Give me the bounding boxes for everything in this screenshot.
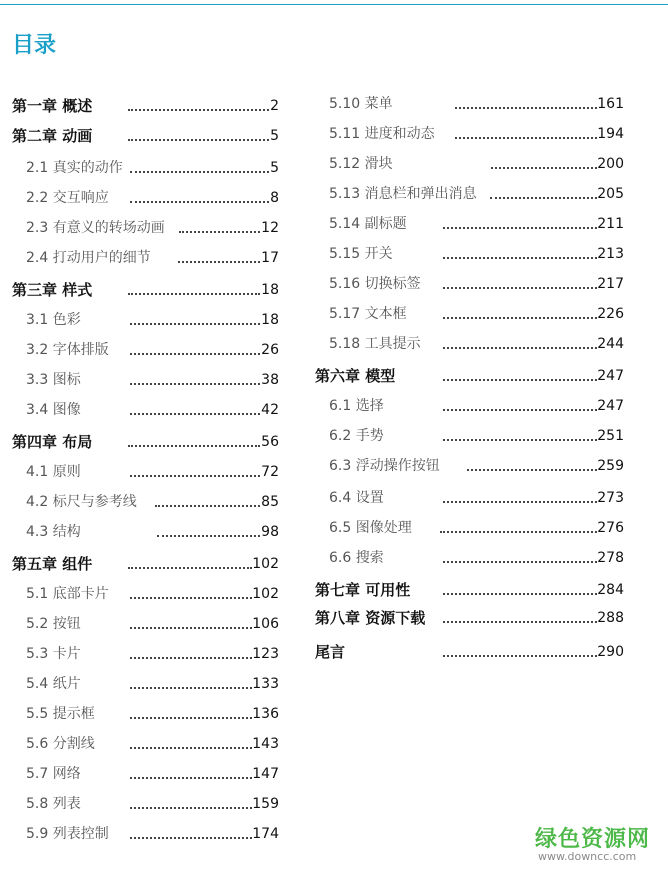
toc-section-entry[interactable]: [315, 516, 624, 540]
toc-section-entry[interactable]: [315, 242, 624, 266]
toc-chapter-entry[interactable]: [315, 578, 624, 602]
toc-page-number: 5: [270, 128, 279, 144]
toc-page-number: 56: [261, 434, 279, 450]
toc-page-number: 17: [261, 250, 279, 266]
toc-chapter-entry[interactable]: [12, 94, 279, 118]
toc-entry-title: 第五章 组件: [12, 555, 93, 573]
page-title: 目录: [12, 33, 57, 58]
toc-section-entry[interactable]: [12, 156, 279, 180]
toc-entry-title: 5.12 滑块: [329, 156, 393, 172]
toc-dot-leader: [130, 597, 252, 599]
toc-entry-title: 2.2 交互响应: [26, 190, 109, 206]
toc-entry-title: 6.3 浮动操作按钮: [329, 458, 440, 474]
toc-entry-title: 5.5 提示框: [26, 706, 95, 722]
toc-entry-title: 尾言: [315, 643, 346, 661]
toc-entry-title: 2.3 有意义的转场动画: [26, 220, 165, 236]
toc-section-entry[interactable]: [12, 460, 279, 484]
toc-section-entry[interactable]: [12, 702, 279, 726]
toc-entry-title: 4.3 结构: [26, 524, 81, 540]
toc-section-entry[interactable]: [12, 792, 279, 816]
toc-dot-leader: [491, 167, 597, 169]
toc-entry-title: 3.2 字体排版: [26, 342, 109, 358]
toc-section-entry[interactable]: [12, 642, 279, 666]
toc-section-entry[interactable]: [12, 398, 279, 422]
toc-entry-title: 6.2 手势: [329, 428, 384, 444]
toc-entry-title: 6.5 图像处理: [329, 520, 412, 536]
toc-page-number: 284: [597, 582, 624, 598]
toc-page-number: 251: [597, 428, 624, 444]
toc-dot-leader: [130, 627, 252, 629]
toc-page-number: 288: [597, 610, 624, 626]
toc-section-entry[interactable]: [12, 520, 279, 544]
toc-entry-title: 6.4 设置: [329, 490, 384, 506]
toc-dot-leader: [128, 109, 269, 111]
toc-section-entry[interactable]: [315, 212, 624, 236]
toc-entry-title: 3.4 图像: [26, 402, 81, 418]
toc-page-number: 159: [252, 796, 279, 812]
toc-chapter-entry[interactable]: [315, 364, 624, 388]
toc-section-entry[interactable]: [12, 732, 279, 756]
toc-right-column: [315, 92, 624, 682]
toc-dot-leader: [443, 621, 597, 623]
toc-section-entry[interactable]: [315, 454, 624, 478]
toc-dot-leader: [130, 777, 252, 779]
toc-entry-title: 5.10 菜单: [329, 96, 393, 112]
toc-dot-leader: [443, 655, 597, 657]
toc-entry-title: 第一章 概述: [12, 97, 93, 115]
toc-entry-title: 5.7 网络: [26, 766, 81, 782]
toc-dot-leader: [443, 561, 597, 563]
toc-page-number: 276: [597, 520, 624, 536]
toc-dot-leader: [130, 323, 260, 325]
toc-page-number: 273: [597, 490, 624, 506]
toc-page-number: 133: [252, 676, 279, 692]
toc-dot-leader: [443, 593, 597, 595]
toc-page-number: 2: [270, 98, 279, 114]
toc-entry-title: 第三章 样式: [12, 281, 93, 299]
toc-dot-leader: [130, 747, 252, 749]
toc-section-entry[interactable]: [315, 332, 624, 356]
toc-section-entry[interactable]: [12, 612, 279, 636]
toc-section-entry[interactable]: [12, 186, 279, 210]
toc-entry-title: 第二章 动画: [12, 127, 93, 145]
toc-entry-title: 第八章 资源下载: [315, 609, 426, 627]
toc-page-number: 136: [252, 706, 279, 722]
toc-page-number: 194: [597, 126, 624, 142]
toc-page-number: 278: [597, 550, 624, 566]
toc-dot-leader: [443, 257, 597, 259]
toc-entry-title: 第六章 模型: [315, 367, 396, 385]
toc-section-entry[interactable]: [12, 368, 279, 392]
toc-dot-leader: [440, 531, 597, 533]
toc-entry-title: 3.1 色彩: [26, 312, 81, 328]
toc-page-number: 102: [252, 556, 279, 572]
toc-page-number: 147: [252, 766, 279, 782]
toc-section-entry[interactable]: [315, 152, 624, 176]
toc-entry-title: 5.3 卡片: [26, 646, 81, 662]
toc-dot-leader: [178, 261, 260, 263]
toc-dot-leader: [443, 439, 597, 441]
toc-dot-leader: [443, 287, 597, 289]
toc-dot-leader: [130, 687, 252, 689]
toc-entry-title: 4.1 原则: [26, 464, 81, 480]
toc-page-number: 213: [597, 246, 624, 262]
toc-page-number: 106: [252, 616, 279, 632]
toc-entry-title: 5.16 切换标签: [329, 276, 421, 292]
toc-page-number: 143: [252, 736, 279, 752]
toc-section-entry[interactable]: [12, 490, 279, 514]
toc-dot-leader: [128, 139, 269, 141]
toc-dot-leader: [443, 409, 597, 411]
toc-dot-leader: [443, 379, 597, 381]
toc-dot-leader: [443, 347, 597, 349]
toc-entry-title: 5.6 分割线: [26, 736, 95, 752]
toc-dot-leader: [130, 657, 252, 659]
toc-page-number: 244: [597, 336, 624, 352]
toc-dot-leader: [128, 567, 252, 569]
toc-entry-title: 第四章 布局: [12, 433, 93, 451]
toc-section-entry[interactable]: [12, 246, 279, 270]
toc-chapter-entry[interactable]: [12, 278, 279, 302]
toc-entry-title: 5.4 纸片: [26, 676, 81, 692]
toc-page-number: 18: [261, 312, 279, 328]
toc-chapter-entry[interactable]: [12, 430, 279, 454]
toc-entry-title: 4.2 标尺与参考线: [26, 494, 137, 510]
toc-entry-title: 2.1 真实的动作: [26, 160, 123, 176]
toc-dot-leader: [128, 445, 260, 447]
toc-page-number: 247: [597, 368, 624, 384]
toc-entry-title: 5.8 列表: [26, 796, 81, 812]
toc-page-number: 12: [261, 220, 279, 236]
toc-dot-leader: [155, 505, 260, 507]
toc-section-entry[interactable]: [315, 424, 624, 448]
toc-section-entry[interactable]: [315, 272, 624, 296]
toc-entry-title: 5.17 文本框: [329, 306, 407, 322]
toc-dot-leader: [130, 717, 252, 719]
toc-section-entry[interactable]: [12, 582, 279, 606]
toc-section-entry[interactable]: [315, 122, 624, 146]
toc-section-entry[interactable]: [315, 546, 624, 570]
toc-page-number: 42: [261, 402, 279, 418]
toc-dot-leader: [130, 475, 260, 477]
toc-entry-title: 6.1 选择: [329, 398, 384, 414]
toc-page-number: 38: [261, 372, 279, 388]
toc-section-entry[interactable]: [12, 672, 279, 696]
toc-dot-leader: [179, 231, 260, 233]
toc-dot-leader: [130, 353, 260, 355]
toc-dot-leader: [130, 201, 269, 203]
toc-page-number: 18: [261, 282, 279, 298]
toc-dot-leader: [490, 197, 597, 199]
toc-dot-leader: [455, 107, 597, 109]
toc-section-entry[interactable]: [12, 338, 279, 362]
toc-page-number: 85: [261, 494, 279, 510]
toc-dot-leader: [130, 413, 260, 415]
top-rule: [0, 4, 668, 5]
toc-section-entry[interactable]: [315, 182, 624, 206]
toc-dot-leader: [443, 501, 597, 503]
toc-page-number: 217: [597, 276, 624, 292]
toc-section-entry[interactable]: [315, 486, 624, 510]
toc-page-number: 211: [597, 216, 624, 232]
toc-page-number: 247: [597, 398, 624, 414]
toc-chapter-entry[interactable]: [315, 640, 624, 664]
toc-entry-title: 3.3 图标: [26, 372, 81, 388]
toc-page-number: 174: [252, 826, 279, 842]
toc-page-number: 123: [252, 646, 279, 662]
toc-page-number: 102: [252, 586, 279, 602]
toc-chapter-entry[interactable]: [12, 124, 279, 148]
toc-page-number: 205: [597, 186, 624, 202]
toc-entry-title: 5.9 列表控制: [26, 826, 109, 842]
toc-dot-leader: [467, 469, 597, 471]
watermark-url: www.downcc.com: [538, 850, 637, 863]
toc-dot-leader: [443, 317, 597, 319]
toc-page-number: 200: [597, 156, 624, 172]
toc-entry-title: 5.1 底部卡片: [26, 586, 109, 602]
toc-entry-title: 6.6 搜索: [329, 550, 384, 566]
toc-section-entry[interactable]: [315, 394, 624, 418]
toc-chapter-entry[interactable]: [315, 606, 624, 630]
toc-dot-leader: [443, 227, 597, 229]
toc-dot-leader: [157, 535, 260, 537]
toc-section-entry[interactable]: [12, 822, 279, 846]
toc-page-number: 8: [270, 190, 279, 206]
toc-entry-title: 2.4 打动用户的细节: [26, 250, 151, 266]
toc-chapter-entry[interactable]: [12, 552, 279, 576]
toc-dot-leader: [455, 137, 597, 139]
toc-page-number: 26: [261, 342, 279, 358]
toc-page-number: 226: [597, 306, 624, 322]
toc-page-number: 5: [270, 160, 279, 176]
toc-entry-title: 5.18 工具提示: [329, 336, 421, 352]
toc-dot-leader: [130, 383, 260, 385]
toc-left-column: [12, 94, 279, 854]
toc-section-entry[interactable]: [315, 302, 624, 326]
toc-section-entry[interactable]: [12, 762, 279, 786]
toc-dot-leader: [130, 837, 252, 839]
toc-entry-title: 5.13 消息栏和弹出消息: [329, 186, 477, 202]
toc-dot-leader: [128, 293, 260, 295]
toc-dot-leader: [130, 171, 269, 173]
toc-page-number: 98: [261, 524, 279, 540]
toc-entry-title: 5.14 副标题: [329, 216, 407, 232]
toc-entry-title: 5.11 进度和动态: [329, 126, 435, 142]
toc-entry-title: 第七章 可用性: [315, 581, 411, 599]
toc-page-number: 72: [261, 464, 279, 480]
toc-section-entry[interactable]: [12, 216, 279, 240]
toc-page-number: 290: [597, 644, 624, 660]
toc-section-entry[interactable]: [12, 308, 279, 332]
toc-entry-title: 5.2 按钮: [26, 616, 81, 632]
toc-page-number: 259: [597, 458, 624, 474]
toc-entry-title: 5.15 开关: [329, 246, 393, 262]
watermark-brand: 绿色资源网: [535, 827, 651, 852]
toc-dot-leader: [130, 807, 252, 809]
toc-page-number: 161: [597, 96, 624, 112]
toc-section-entry[interactable]: [315, 92, 624, 116]
